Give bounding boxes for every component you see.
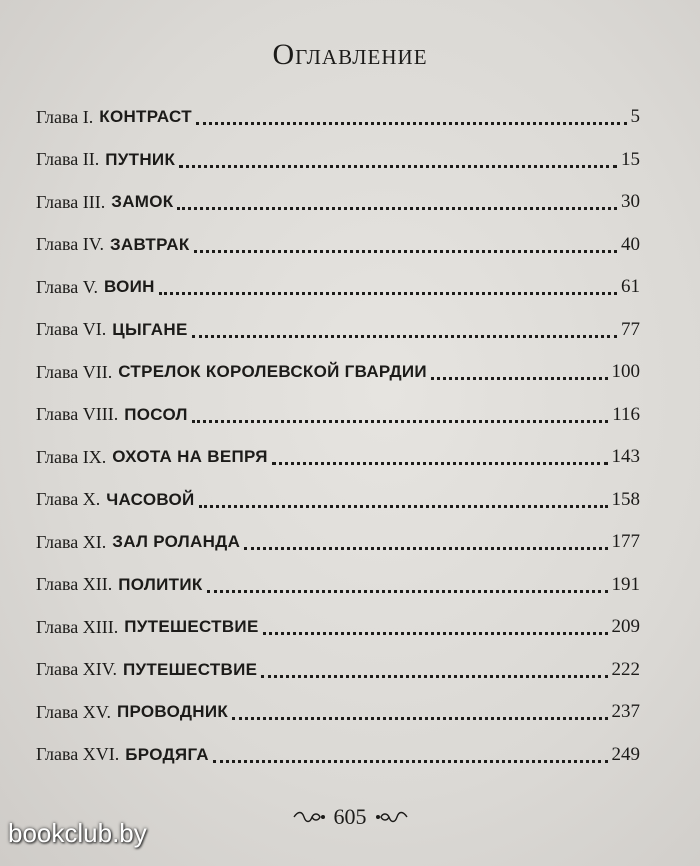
dot-leader xyxy=(244,546,607,550)
chapter-label: Глава VIII. xyxy=(36,404,119,425)
chapter-label: Глава XIII. xyxy=(36,616,119,637)
dot-leader xyxy=(179,164,617,168)
chapter-label: Глава VII. xyxy=(36,361,113,382)
dot-leader xyxy=(263,631,608,635)
chapter-label: Глава I. xyxy=(36,106,94,127)
table-of-contents xyxy=(36,96,640,776)
dot-leader xyxy=(199,504,608,508)
dot-leader xyxy=(232,716,607,720)
toc-row xyxy=(36,734,640,777)
chapter-label: Глава VI. xyxy=(36,319,107,340)
chapter-label: Глава X. xyxy=(36,489,101,510)
watermark: bookclub.by xyxy=(8,818,147,848)
dot-leader xyxy=(194,249,618,253)
chapter-title: БРОДЯГА xyxy=(125,744,209,764)
chapter-title: ЗАЛ РОЛАНДА xyxy=(112,532,241,552)
chapter-label: Глава XII. xyxy=(36,574,113,595)
page-ref: 191 xyxy=(611,573,640,595)
page-ref: 5 xyxy=(630,106,640,128)
page-ref: 222 xyxy=(611,658,640,680)
page-number: 605 xyxy=(333,804,367,829)
chapter-title: ЧАСОВОЙ xyxy=(106,489,195,509)
chapter-label: Глава IX. xyxy=(36,446,107,467)
chapter-label: Глава XI. xyxy=(36,531,107,552)
toc-row xyxy=(36,266,640,309)
chapter-title: ПУТЕШЕСТВИЕ xyxy=(124,617,259,637)
toc-row xyxy=(36,649,640,692)
page-ref: 143 xyxy=(611,446,640,468)
toc-row xyxy=(36,181,640,224)
page-ref: 61 xyxy=(621,276,640,298)
dot-leader xyxy=(192,334,617,338)
chapter-label: Глава II. xyxy=(36,149,100,170)
toc-row xyxy=(36,351,640,394)
toc-row xyxy=(36,394,640,437)
chapter-title: ПОЛИТИК xyxy=(118,574,203,594)
toc-row xyxy=(36,691,640,734)
page-ref: 77 xyxy=(621,318,640,340)
page-ref: 237 xyxy=(611,701,640,723)
page-ref: 30 xyxy=(621,191,640,213)
page-ref: 177 xyxy=(611,531,640,553)
ornament-left-icon xyxy=(292,809,326,825)
toc-row xyxy=(36,224,640,267)
chapter-label: Глава XVI. xyxy=(36,744,120,765)
chapter-label: Глава XV. xyxy=(36,701,111,722)
chapter-title: ПРОВОДНИК xyxy=(116,702,229,722)
chapter-title: ВОИН xyxy=(103,277,155,297)
page-ref: 15 xyxy=(621,148,640,170)
dot-leader xyxy=(192,419,608,423)
page-ref: 249 xyxy=(611,743,640,765)
toc-row xyxy=(36,96,640,139)
toc-row xyxy=(36,479,640,522)
chapter-title: КОНТРАСТ xyxy=(99,107,192,127)
toc-row xyxy=(36,436,640,479)
toc-row xyxy=(36,606,640,649)
chapter-label: Глава V. xyxy=(36,276,98,297)
chapter-title: СТРЕЛОК КОРОЛЕВСКОЙ ГВАРДИИ xyxy=(118,362,427,382)
dot-leader xyxy=(431,376,608,380)
toc-row xyxy=(36,309,640,352)
chapter-label: Глава XIV. xyxy=(36,659,117,680)
dot-leader xyxy=(272,461,608,465)
page-title: Оглавление xyxy=(272,38,428,71)
dot-leader xyxy=(196,121,627,125)
page-ref: 100 xyxy=(611,361,640,383)
chapter-title: ПОСОЛ xyxy=(124,404,188,424)
dot-leader xyxy=(177,206,617,210)
toc-row xyxy=(36,564,640,607)
dot-leader xyxy=(213,759,608,763)
chapter-title: ЗАМОК xyxy=(111,192,174,212)
chapter-title: ОХОТА НА ВЕПРЯ xyxy=(112,447,268,467)
chapter-label: Глава IV. xyxy=(36,234,104,255)
page-ref: 116 xyxy=(612,403,640,425)
chapter-title: ПУТНИК xyxy=(105,149,176,169)
dot-leader xyxy=(159,291,617,295)
chapter-title: ЦЫГАНЕ xyxy=(112,319,188,339)
page-ref: 40 xyxy=(621,233,640,255)
ornament-right-icon xyxy=(375,809,409,825)
page-ref: 158 xyxy=(611,488,640,510)
toc-row xyxy=(36,521,640,564)
chapter-title: ПУТЕШЕСТВИЕ xyxy=(122,659,258,679)
chapter-title: ЗАВТРАК xyxy=(109,234,190,254)
dot-leader xyxy=(207,589,608,593)
chapter-label: Глава III. xyxy=(36,191,106,212)
dot-leader xyxy=(261,674,607,678)
toc-row xyxy=(36,139,640,182)
page-ref: 209 xyxy=(611,616,640,638)
